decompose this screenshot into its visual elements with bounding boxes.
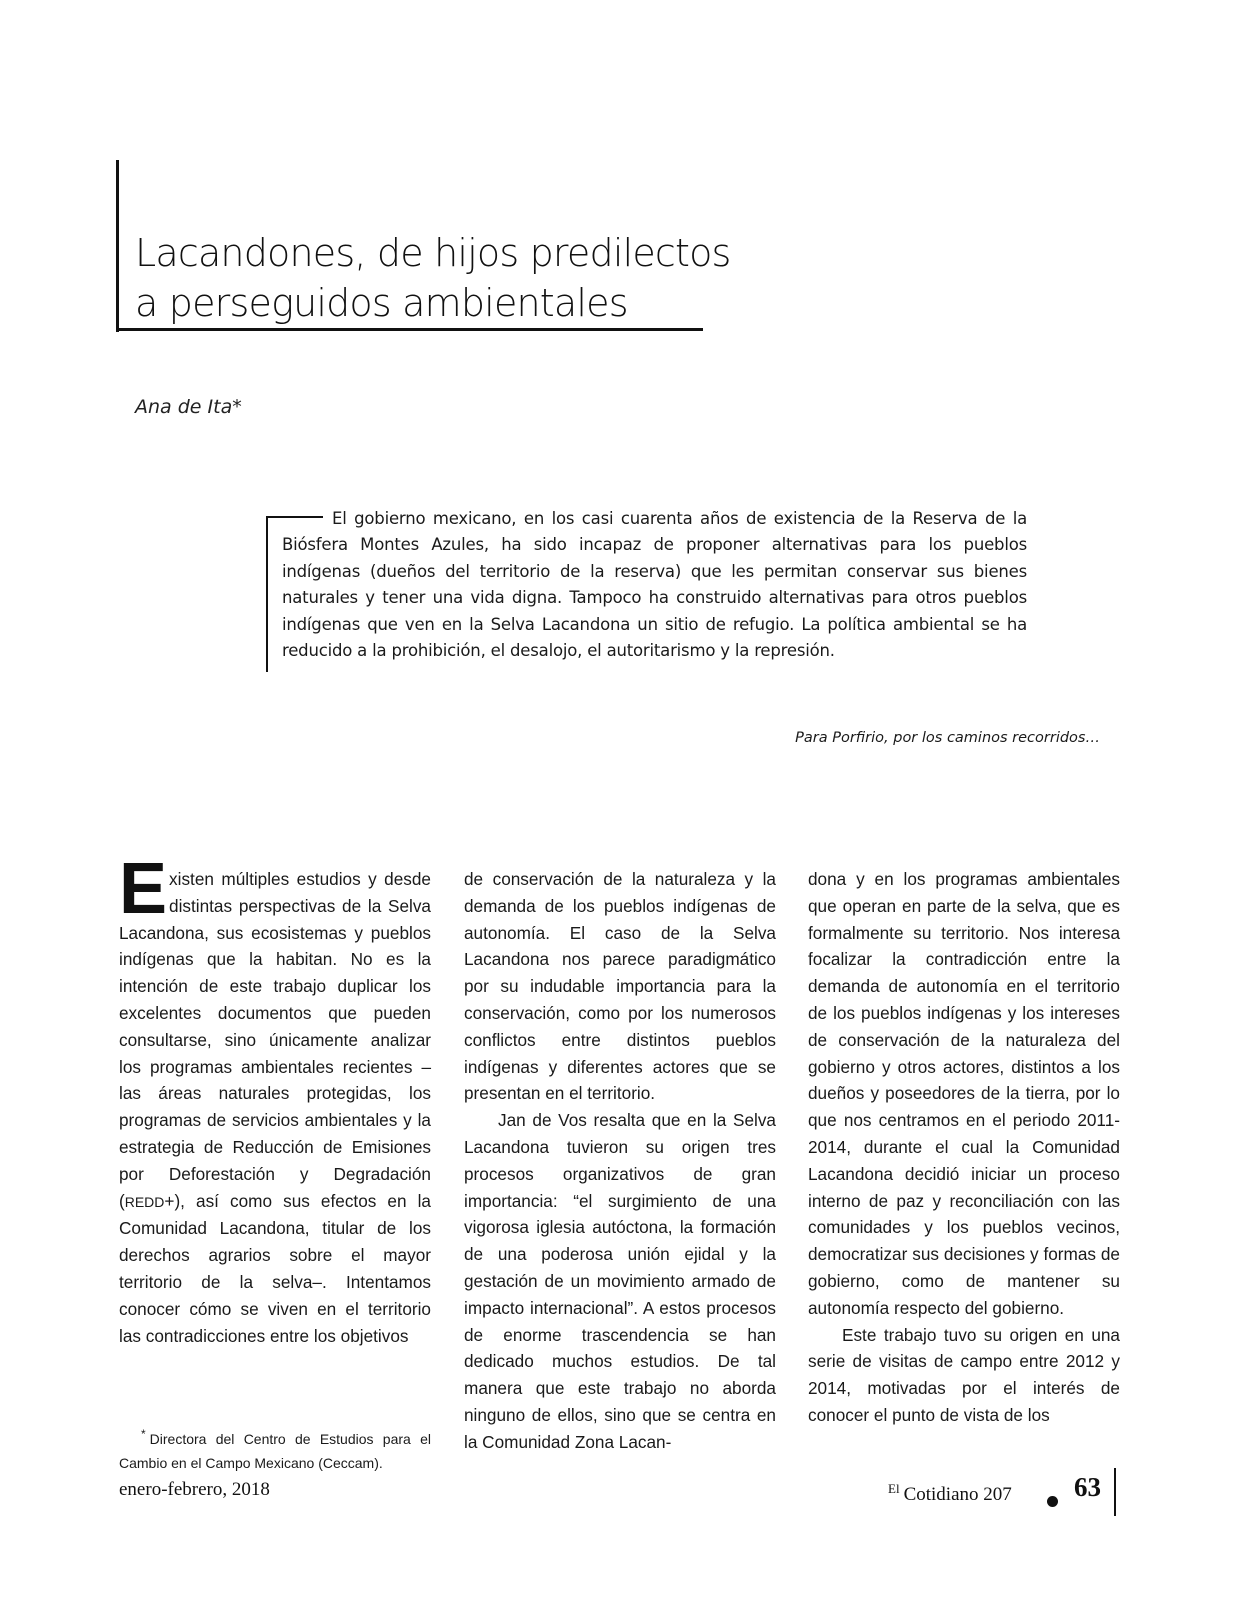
body-paragraph: Jan de Vos resalta que en la Selva Lacandona tuvieron su origen tres procesos organizativos de gran importancia: “el surgimiento de una vigorosa iglesia autóctona, la formación de una poderosa unión ejidal y la gestación de un movimiento armado de impacto internacional”. A estos procesos de enorme trascendencia se han dedicado muchos estudios. De tal manera que este trabajo no aborda ninguno de ellos, sino que se centra en la Comunidad Zona Lacan- [464,1110,776,1452]
title-line-1: Lacandones, de hijos predilectos [135,231,731,275]
body-text: xisten múltiples estudios y desde distintas perspectivas de la Selva Lacandona, sus ecosistemas y pueblos indígenas que la habitan. No es la intención de este trabajo duplicar los excelentes documentos que pueden consultarse, sino únicamente analizar los programas ambientales recientes –las áreas naturales protegidas, los programas de servicios ambientales y la estrategia de Reducción de Emisiones por Deforestación y Degradación ( [119,869,431,1211]
footer-rule [1114,1468,1116,1516]
article-abstract: El gobierno mexicano, en los casi cuarenta años de existencia de la Reserva de la Biósfera Montes Azules, ha sido incapaz de proponer alternativas para los pueblos indígenas (dueños del territorio de la reserva) que les permitan conservar sus bienes naturales y tener una vida digna. Tampoco ha construido alternativas para otros pueblos indígenas que ven en la Selva Lacandona un sitio de refugio. La política ambiental se ha reducido a la prohibición, el desalojo, el autoritarismo y la represión. [282,509,1027,661]
author-name: Ana de Ita* [135,396,242,418]
footnote [119,1422,431,1475]
body-paragraph [119,849,431,1349]
title-rule-horizontal [116,328,703,331]
issue-date: enero-febrero, 2018 [119,1479,270,1500]
journal-title: Cotidiano 207 [903,1484,1012,1505]
journal-prefix: El [888,1481,900,1496]
acronym-redd: REDD [124,1193,165,1210]
drop-cap: E [119,849,168,929]
body-text: +), así como sus efectos en la Comunidad Lacandona, titular de los derechos agrarios sobre el mayor territorio de la selva–. Intentamos conocer cómo se viven en el territorio las contradicciones entre los objetivos [119,1190,431,1346]
body-paragraph: de conservación de la naturaleza y la demanda de los pueblos indígenas de autonomía. El caso de la Selva Lacandona nos parece paradigmático por su indudable importancia para la conservación, como por los numerosos conflictos entre distintos pueblos indígenas y diferentes actores que se presentan en el territorio. [464,869,776,1104]
bullet-icon [1047,1496,1058,1507]
article-title [135,228,735,328]
body-column-1 [119,849,431,1349]
body-paragraph: Este trabajo tuvo su origen en una serie de visitas de campo entre 2012 y 2014, motivadas por el interés de conocer el punto de vista de los [808,1324,1120,1425]
body-paragraph: dona y en los programas ambientales que operan en parte de la selva, que es formalmente su territorio. Nos interesa focalizar la contradicción entre la demanda de autonomía en el territorio de los pueblos indígenas y los intereses de conservación de la naturaleza del gobierno y otros actores, distintos a los dueños y poseedores de la tierra, por lo que nos centramos en el periodo 2011-2014, durante el cual la Comunidad Lacandona decidió iniciar un proceso interno de paz y reconciliación con las comunidades y los pueblos vecinos, democratizar sus decisiones y formas de gobierno, como de mantener su autonomía respecto del gobierno. [808,869,1120,1318]
footnote-mark: * [141,1427,146,1441]
journal-name [888,1481,1012,1506]
abstract-bracket-vertical [266,516,268,672]
page-number: 63 [1074,1472,1101,1502]
title-rule-vertical [116,160,119,332]
dedication: Para Porfirio, por los caminos recorridos… [795,730,1100,746]
body-column-2 [464,866,776,1456]
body-column-3 [808,866,1120,1429]
title-line-2: a perseguidos ambientales [135,281,628,325]
footnote-text: Directora del Centro de Estudios para el Cambio en el Campo Mexicano (Ceccam). [119,1431,431,1471]
